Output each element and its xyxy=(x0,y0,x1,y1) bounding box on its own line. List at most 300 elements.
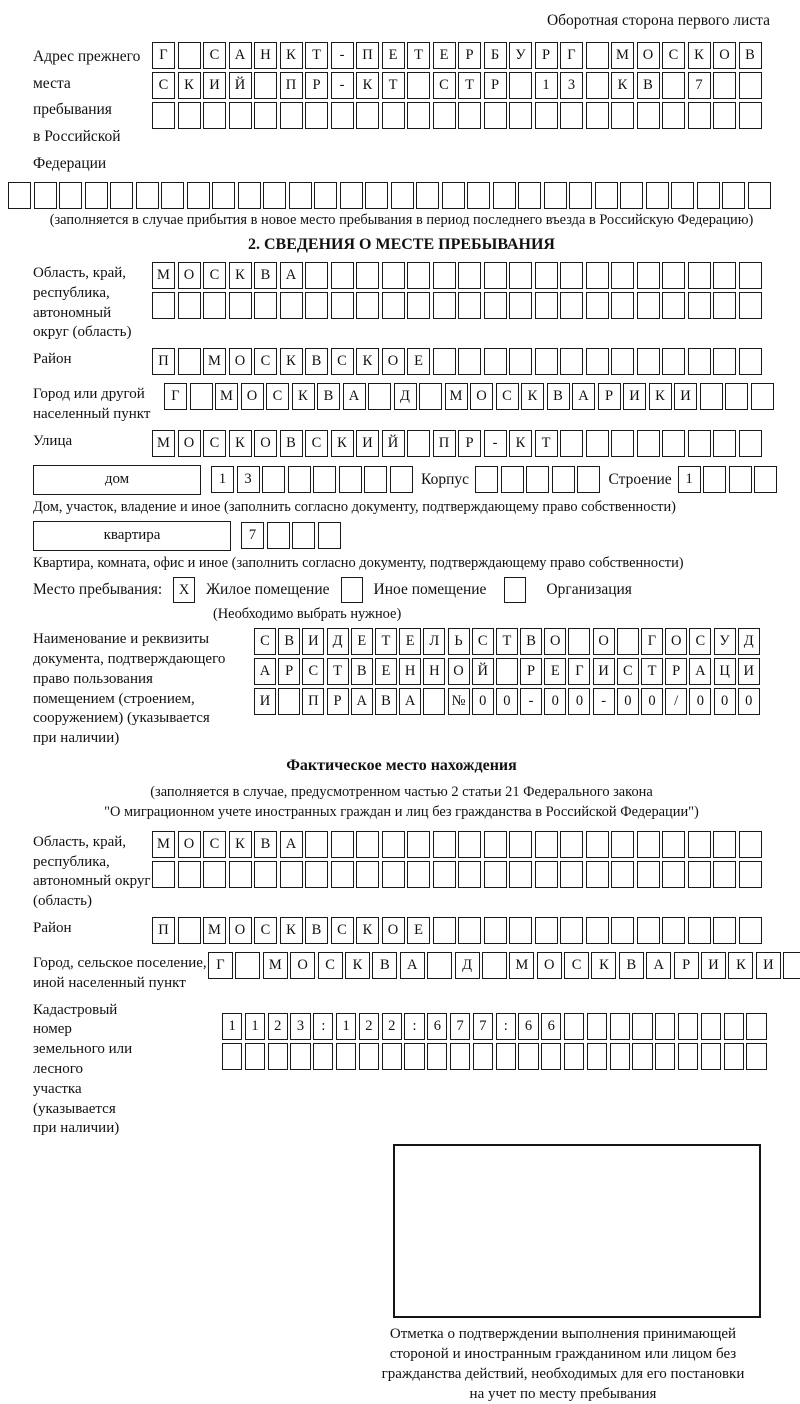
char-box[interactable] xyxy=(289,182,312,209)
char-box[interactable] xyxy=(288,466,311,493)
char-box[interactable]: 0 xyxy=(617,688,639,715)
char-box[interactable] xyxy=(331,831,354,858)
char-box[interactable]: 1 xyxy=(222,1013,242,1040)
char-box[interactable] xyxy=(407,861,430,888)
char-box[interactable]: В xyxy=(739,42,762,69)
char-box[interactable]: И xyxy=(356,430,379,457)
char-box[interactable]: Т xyxy=(327,658,349,685)
char-box[interactable] xyxy=(739,102,762,129)
char-box[interactable] xyxy=(339,466,362,493)
char-box[interactable] xyxy=(518,1043,538,1070)
char-box[interactable]: Т xyxy=(496,628,518,655)
char-box[interactable]: В xyxy=(619,952,644,979)
apartment-type-box[interactable]: квартира xyxy=(33,521,231,551)
char-box[interactable] xyxy=(152,861,175,888)
char-box[interactable]: Г xyxy=(641,628,663,655)
char-box[interactable] xyxy=(678,1013,698,1040)
char-box[interactable]: 0 xyxy=(496,688,518,715)
char-box[interactable]: : xyxy=(496,1013,516,1040)
char-box[interactable]: К xyxy=(280,348,303,375)
char-box[interactable]: 7 xyxy=(450,1013,470,1040)
char-box[interactable] xyxy=(496,658,518,685)
char-box[interactable] xyxy=(662,917,685,944)
char-box[interactable]: С xyxy=(331,348,354,375)
char-box[interactable]: Н xyxy=(423,658,445,685)
char-box[interactable] xyxy=(305,262,328,289)
char-box[interactable]: П xyxy=(152,917,175,944)
char-box[interactable]: М xyxy=(152,430,175,457)
char-box[interactable] xyxy=(419,383,442,410)
char-box[interactable] xyxy=(484,917,507,944)
char-box[interactable]: Т xyxy=(458,72,481,99)
char-box[interactable] xyxy=(382,1043,402,1070)
char-box[interactable] xyxy=(739,430,762,457)
char-box[interactable]: Е xyxy=(375,658,397,685)
char-box[interactable] xyxy=(356,831,379,858)
char-box[interactable]: Р xyxy=(278,658,300,685)
char-box[interactable] xyxy=(475,466,498,493)
char-box[interactable]: Н xyxy=(254,42,277,69)
char-box[interactable] xyxy=(701,1043,721,1070)
char-box[interactable] xyxy=(314,182,337,209)
char-box[interactable]: У xyxy=(509,42,532,69)
char-box[interactable]: С xyxy=(318,952,343,979)
char-box[interactable] xyxy=(509,262,532,289)
char-box[interactable]: И xyxy=(254,688,276,715)
char-box[interactable]: О xyxy=(241,383,264,410)
char-box[interactable]: 6 xyxy=(427,1013,447,1040)
char-box[interactable] xyxy=(688,348,711,375)
char-box[interactable]: Е xyxy=(407,348,430,375)
char-box[interactable] xyxy=(356,262,379,289)
char-box[interactable]: О xyxy=(713,42,736,69)
char-box[interactable] xyxy=(262,466,285,493)
char-box[interactable]: Р xyxy=(665,658,687,685)
char-box[interactable] xyxy=(268,1043,288,1070)
char-box[interactable]: С xyxy=(496,383,519,410)
char-box[interactable] xyxy=(305,292,328,319)
char-box[interactable] xyxy=(458,292,481,319)
char-box[interactable]: А xyxy=(646,952,671,979)
char-box[interactable]: И xyxy=(738,658,760,685)
char-box[interactable]: Ь xyxy=(448,628,470,655)
char-box[interactable]: А xyxy=(343,383,366,410)
char-box[interactable] xyxy=(610,1013,630,1040)
char-box[interactable] xyxy=(203,292,226,319)
char-box[interactable] xyxy=(610,1043,630,1070)
char-box[interactable] xyxy=(336,1043,356,1070)
char-box[interactable]: К xyxy=(649,383,672,410)
char-box[interactable] xyxy=(427,952,452,979)
char-box[interactable] xyxy=(662,348,685,375)
char-box[interactable] xyxy=(586,861,609,888)
char-box[interactable] xyxy=(212,182,235,209)
char-box[interactable] xyxy=(662,831,685,858)
char-box[interactable]: С xyxy=(433,72,456,99)
char-box[interactable]: К xyxy=(229,262,252,289)
char-box[interactable] xyxy=(754,466,777,493)
char-box[interactable]: 0 xyxy=(689,688,711,715)
char-box[interactable] xyxy=(569,182,592,209)
char-box[interactable]: В xyxy=(372,952,397,979)
char-box[interactable]: А xyxy=(689,658,711,685)
char-box[interactable] xyxy=(535,861,558,888)
char-box[interactable] xyxy=(433,917,456,944)
char-box[interactable]: Т xyxy=(305,42,328,69)
char-box[interactable]: С xyxy=(331,917,354,944)
char-box[interactable]: Е xyxy=(399,628,421,655)
char-box[interactable] xyxy=(662,262,685,289)
char-box[interactable] xyxy=(637,861,660,888)
stamp-area[interactable] xyxy=(393,1144,761,1318)
char-box[interactable]: Г xyxy=(164,383,187,410)
char-box[interactable] xyxy=(700,383,723,410)
char-box[interactable] xyxy=(433,102,456,129)
char-box[interactable] xyxy=(697,182,720,209)
char-box[interactable]: 3 xyxy=(560,72,583,99)
char-box[interactable]: Г xyxy=(568,658,590,685)
char-box[interactable] xyxy=(586,917,609,944)
char-box[interactable]: Т xyxy=(382,72,405,99)
char-box[interactable]: В xyxy=(254,831,277,858)
char-box[interactable]: Е xyxy=(351,628,373,655)
char-box[interactable] xyxy=(535,917,558,944)
char-box[interactable]: 1 xyxy=(336,1013,356,1040)
char-box[interactable] xyxy=(263,182,286,209)
char-box[interactable] xyxy=(560,262,583,289)
char-box[interactable] xyxy=(187,182,210,209)
char-box[interactable]: О xyxy=(382,917,405,944)
char-box[interactable]: В xyxy=(547,383,570,410)
char-box[interactable]: Р xyxy=(305,72,328,99)
char-box[interactable]: И xyxy=(302,628,324,655)
char-box[interactable]: 6 xyxy=(541,1013,561,1040)
char-box[interactable]: Р xyxy=(598,383,621,410)
char-box[interactable] xyxy=(595,182,618,209)
char-box[interactable]: 0 xyxy=(568,688,590,715)
char-box[interactable] xyxy=(391,182,414,209)
char-box[interactable] xyxy=(509,102,532,129)
char-box[interactable]: Г xyxy=(208,952,233,979)
char-box[interactable] xyxy=(739,72,762,99)
char-box[interactable] xyxy=(662,861,685,888)
char-box[interactable]: Т xyxy=(641,658,663,685)
char-box[interactable] xyxy=(655,1013,675,1040)
char-box[interactable]: П xyxy=(302,688,324,715)
char-box[interactable] xyxy=(637,348,660,375)
char-box[interactable] xyxy=(535,102,558,129)
char-box[interactable]: В xyxy=(375,688,397,715)
char-box[interactable]: К xyxy=(356,348,379,375)
char-box[interactable] xyxy=(427,1043,447,1070)
char-box[interactable] xyxy=(235,952,260,979)
char-box[interactable] xyxy=(382,831,405,858)
char-box[interactable]: А xyxy=(400,952,425,979)
char-box[interactable] xyxy=(110,182,133,209)
char-box[interactable] xyxy=(152,102,175,129)
char-box[interactable]: Е xyxy=(382,42,405,69)
char-box[interactable] xyxy=(577,466,600,493)
char-box[interactable]: У xyxy=(714,628,736,655)
char-box[interactable] xyxy=(290,1043,310,1070)
char-box[interactable]: О xyxy=(544,628,566,655)
char-box[interactable] xyxy=(382,861,405,888)
char-box[interactable]: С xyxy=(203,430,226,457)
char-box[interactable] xyxy=(746,1013,766,1040)
char-box[interactable] xyxy=(331,102,354,129)
char-box[interactable]: К xyxy=(292,383,315,410)
char-box[interactable] xyxy=(729,466,752,493)
char-box[interactable] xyxy=(662,430,685,457)
char-box[interactable] xyxy=(229,102,252,129)
char-box[interactable]: № xyxy=(448,688,470,715)
char-box[interactable]: Р xyxy=(458,42,481,69)
char-box[interactable] xyxy=(509,917,532,944)
char-box[interactable]: В xyxy=(351,658,373,685)
char-box[interactable] xyxy=(458,102,481,129)
char-box[interactable] xyxy=(340,182,363,209)
char-box[interactable] xyxy=(586,348,609,375)
char-box[interactable]: Й xyxy=(472,658,494,685)
char-box[interactable]: С xyxy=(203,42,226,69)
char-box[interactable]: Р xyxy=(327,688,349,715)
char-box[interactable]: Е xyxy=(407,917,430,944)
char-box[interactable] xyxy=(407,72,430,99)
char-box[interactable] xyxy=(713,917,736,944)
char-box[interactable]: К xyxy=(178,72,201,99)
char-box[interactable]: О xyxy=(593,628,615,655)
char-box[interactable] xyxy=(229,292,252,319)
char-box[interactable]: 1 xyxy=(535,72,558,99)
char-box[interactable] xyxy=(8,182,31,209)
char-box[interactable] xyxy=(254,292,277,319)
char-box[interactable] xyxy=(586,292,609,319)
char-box[interactable] xyxy=(245,1043,265,1070)
char-box[interactable] xyxy=(713,262,736,289)
char-box[interactable]: В xyxy=(520,628,542,655)
char-box[interactable] xyxy=(280,102,303,129)
char-box[interactable] xyxy=(59,182,82,209)
char-box[interactable] xyxy=(365,182,388,209)
char-box[interactable] xyxy=(280,292,303,319)
char-box[interactable] xyxy=(568,628,590,655)
char-box[interactable]: Д xyxy=(327,628,349,655)
char-box[interactable]: П xyxy=(280,72,303,99)
char-box[interactable]: К xyxy=(688,42,711,69)
char-box[interactable]: А xyxy=(399,688,421,715)
char-box[interactable]: М xyxy=(203,348,226,375)
char-box[interactable] xyxy=(586,72,609,99)
char-box[interactable] xyxy=(541,1043,561,1070)
char-box[interactable] xyxy=(662,292,685,319)
char-box[interactable] xyxy=(678,1043,698,1070)
char-box[interactable] xyxy=(484,292,507,319)
char-box[interactable] xyxy=(407,262,430,289)
char-box[interactable]: - xyxy=(331,72,354,99)
char-box[interactable]: О xyxy=(229,917,252,944)
char-box[interactable] xyxy=(359,1043,379,1070)
char-box[interactable]: М xyxy=(263,952,288,979)
char-box[interactable]: А xyxy=(254,658,276,685)
char-box[interactable]: К xyxy=(229,430,252,457)
char-box[interactable]: : xyxy=(404,1013,424,1040)
char-box[interactable] xyxy=(526,466,549,493)
char-box[interactable] xyxy=(586,262,609,289)
char-box[interactable]: В xyxy=(305,917,328,944)
char-box[interactable]: С xyxy=(689,628,711,655)
char-box[interactable]: С xyxy=(302,658,324,685)
char-box[interactable] xyxy=(560,917,583,944)
char-box[interactable] xyxy=(178,42,201,69)
char-box[interactable] xyxy=(713,72,736,99)
char-box[interactable] xyxy=(509,831,532,858)
char-box[interactable] xyxy=(501,466,524,493)
char-box[interactable]: С xyxy=(203,831,226,858)
char-box[interactable] xyxy=(739,348,762,375)
char-box[interactable]: 0 xyxy=(738,688,760,715)
char-box[interactable]: О xyxy=(470,383,493,410)
char-box[interactable]: С xyxy=(564,952,589,979)
char-box[interactable]: В xyxy=(280,430,303,457)
char-box[interactable] xyxy=(203,861,226,888)
char-box[interactable] xyxy=(586,102,609,129)
char-box[interactable]: 7 xyxy=(241,522,264,549)
char-box[interactable]: Р xyxy=(535,42,558,69)
char-box[interactable]: И xyxy=(203,72,226,99)
char-box[interactable]: К xyxy=(728,952,753,979)
char-box[interactable]: О xyxy=(290,952,315,979)
char-box[interactable] xyxy=(783,952,800,979)
char-box[interactable]: П xyxy=(152,348,175,375)
stay-option-checkbox-org[interactable] xyxy=(504,577,526,603)
char-box[interactable] xyxy=(313,1043,333,1070)
char-box[interactable]: И xyxy=(701,952,726,979)
char-box[interactable] xyxy=(85,182,108,209)
char-box[interactable] xyxy=(713,861,736,888)
char-box[interactable] xyxy=(688,292,711,319)
char-box[interactable]: М xyxy=(215,383,238,410)
char-box[interactable] xyxy=(509,72,532,99)
char-box[interactable] xyxy=(560,102,583,129)
char-box[interactable] xyxy=(586,430,609,457)
char-box[interactable]: О xyxy=(178,430,201,457)
char-box[interactable]: Р xyxy=(458,430,481,457)
char-box[interactable] xyxy=(267,522,290,549)
char-box[interactable]: Т xyxy=(535,430,558,457)
char-box[interactable] xyxy=(238,182,261,209)
char-box[interactable]: 3 xyxy=(237,466,260,493)
char-box[interactable]: Д xyxy=(738,628,760,655)
char-box[interactable]: 2 xyxy=(268,1013,288,1040)
char-box[interactable] xyxy=(725,383,748,410)
char-box[interactable] xyxy=(535,292,558,319)
char-box[interactable] xyxy=(356,861,379,888)
char-box[interactable] xyxy=(751,383,774,410)
char-box[interactable]: : xyxy=(313,1013,333,1040)
char-box[interactable]: М xyxy=(203,917,226,944)
char-box[interactable] xyxy=(560,831,583,858)
char-box[interactable]: К xyxy=(345,952,370,979)
char-box[interactable]: Р xyxy=(520,658,542,685)
char-box[interactable]: М xyxy=(152,831,175,858)
char-box[interactable] xyxy=(407,102,430,129)
char-box[interactable]: 0 xyxy=(544,688,566,715)
char-box[interactable]: Т xyxy=(407,42,430,69)
char-box[interactable] xyxy=(632,1043,652,1070)
char-box[interactable]: О xyxy=(637,42,660,69)
char-box[interactable] xyxy=(407,292,430,319)
char-box[interactable]: Б xyxy=(484,42,507,69)
char-box[interactable] xyxy=(190,383,213,410)
char-box[interactable] xyxy=(404,1043,424,1070)
char-box[interactable]: 7 xyxy=(688,72,711,99)
char-box[interactable] xyxy=(292,522,315,549)
char-box[interactable] xyxy=(331,292,354,319)
char-box[interactable]: С xyxy=(254,348,277,375)
char-box[interactable] xyxy=(611,348,634,375)
char-box[interactable] xyxy=(305,102,328,129)
char-box[interactable] xyxy=(637,430,660,457)
char-box[interactable]: 6 xyxy=(518,1013,538,1040)
char-box[interactable] xyxy=(433,861,456,888)
char-box[interactable] xyxy=(560,430,583,457)
char-box[interactable] xyxy=(433,292,456,319)
char-box[interactable]: С xyxy=(662,42,685,69)
char-box[interactable] xyxy=(407,430,430,457)
char-box[interactable] xyxy=(484,348,507,375)
char-box[interactable] xyxy=(560,348,583,375)
char-box[interactable]: Н xyxy=(399,658,421,685)
char-box[interactable]: О xyxy=(178,262,201,289)
char-box[interactable]: П xyxy=(356,42,379,69)
char-box[interactable]: Е xyxy=(433,42,456,69)
char-box[interactable] xyxy=(724,1043,744,1070)
char-box[interactable] xyxy=(662,72,685,99)
char-box[interactable] xyxy=(178,861,201,888)
char-box[interactable]: М xyxy=(152,262,175,289)
char-box[interactable]: И xyxy=(623,383,646,410)
char-box[interactable]: А xyxy=(280,262,303,289)
char-box[interactable]: В xyxy=(254,262,277,289)
char-box[interactable]: О xyxy=(178,831,201,858)
char-box[interactable] xyxy=(458,348,481,375)
char-box[interactable] xyxy=(433,831,456,858)
char-box[interactable] xyxy=(739,831,762,858)
char-box[interactable] xyxy=(458,861,481,888)
char-box[interactable] xyxy=(586,42,609,69)
char-box[interactable] xyxy=(482,952,507,979)
char-box[interactable]: Р xyxy=(674,952,699,979)
char-box[interactable]: Г xyxy=(560,42,583,69)
char-box[interactable]: И xyxy=(674,383,697,410)
char-box[interactable] xyxy=(632,1013,652,1040)
char-box[interactable] xyxy=(484,861,507,888)
char-box[interactable] xyxy=(611,430,634,457)
char-box[interactable]: К xyxy=(509,430,532,457)
char-box[interactable] xyxy=(617,628,639,655)
char-box[interactable] xyxy=(222,1043,242,1070)
char-box[interactable] xyxy=(364,466,387,493)
char-box[interactable] xyxy=(305,861,328,888)
char-box[interactable] xyxy=(637,262,660,289)
char-box[interactable]: С xyxy=(305,430,328,457)
char-box[interactable] xyxy=(713,831,736,858)
char-box[interactable]: К xyxy=(280,917,303,944)
char-box[interactable]: И xyxy=(593,658,615,685)
char-box[interactable] xyxy=(746,1043,766,1070)
char-box[interactable]: О xyxy=(537,952,562,979)
char-box[interactable] xyxy=(382,262,405,289)
